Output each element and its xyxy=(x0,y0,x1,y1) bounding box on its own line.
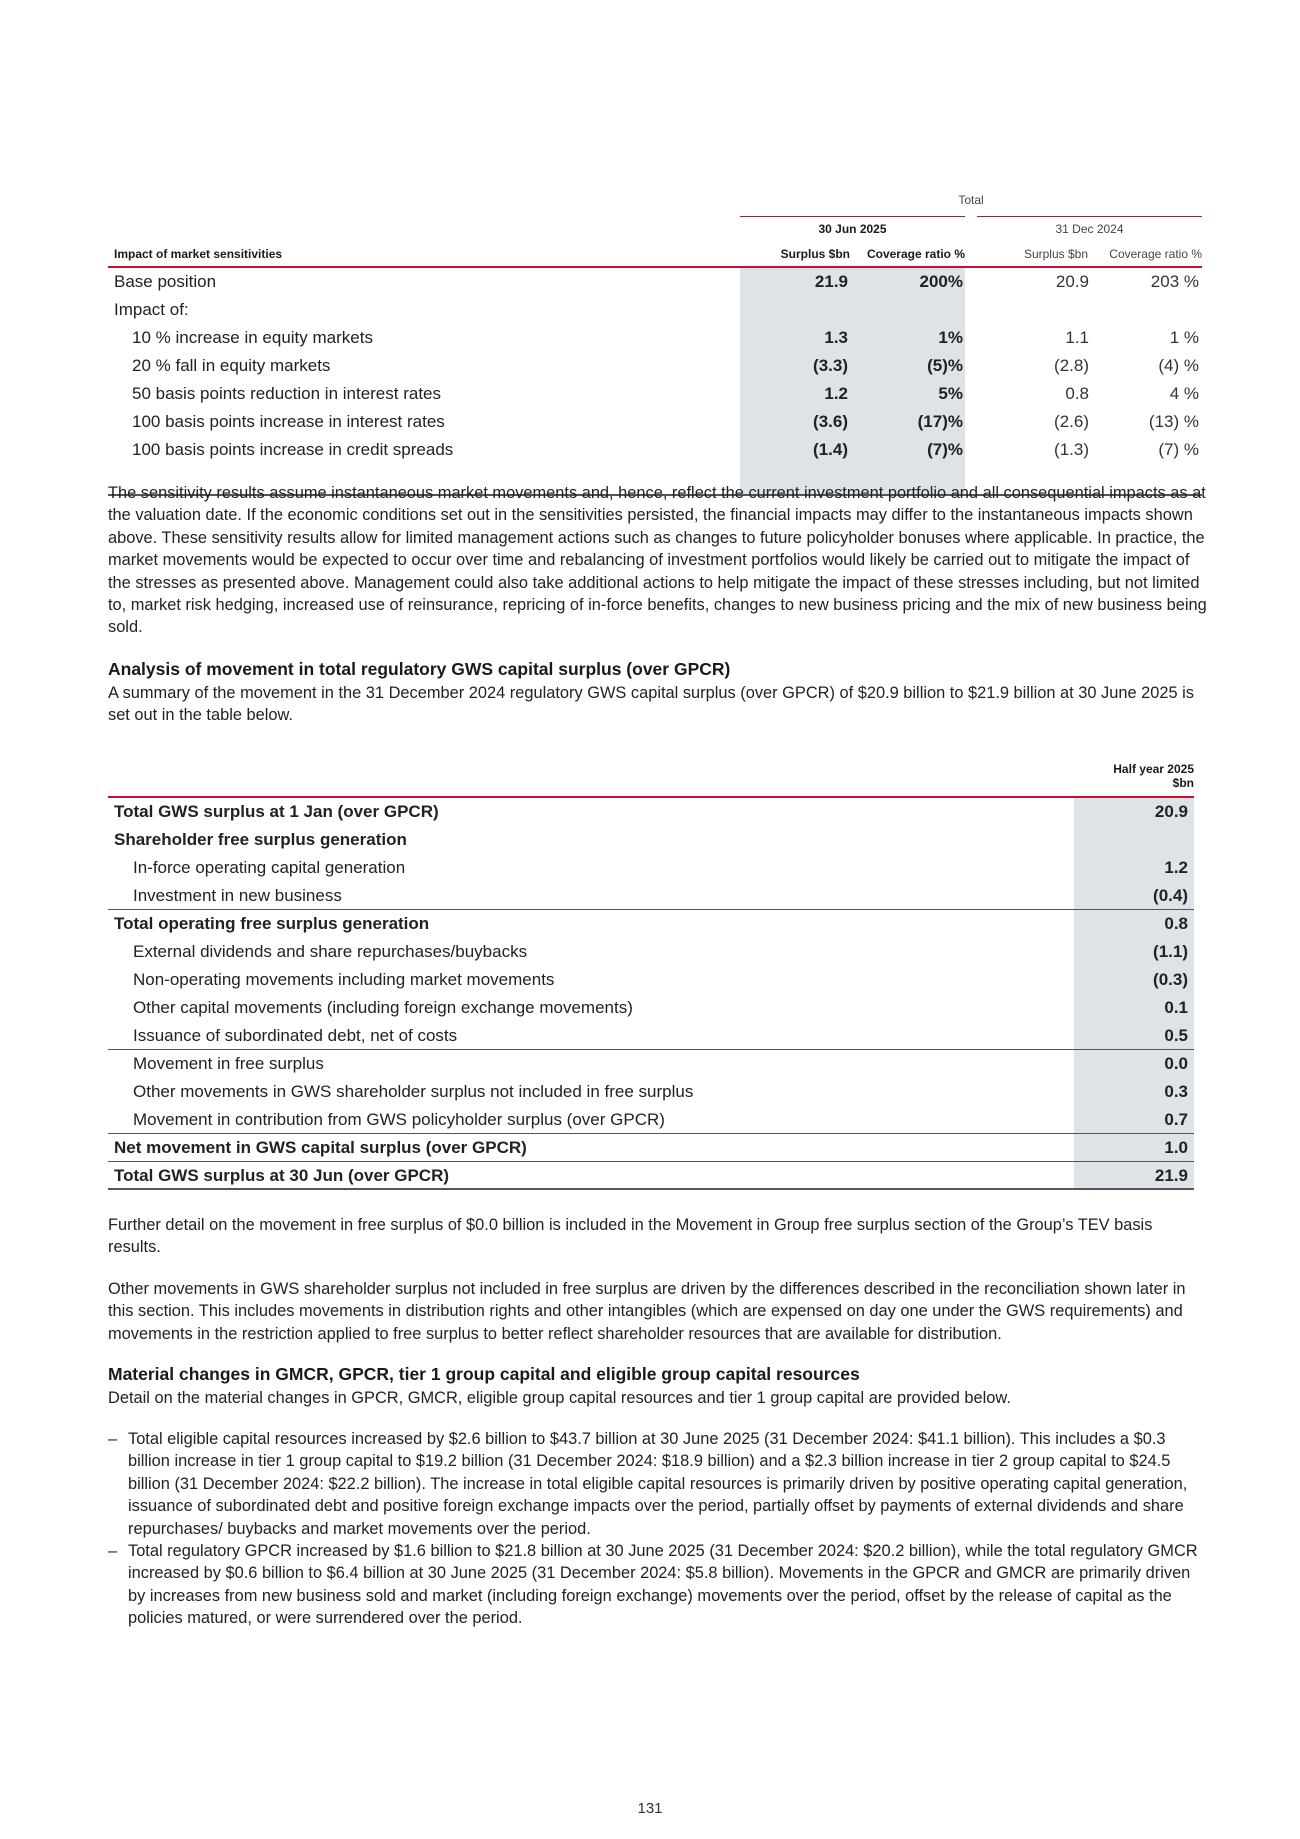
table-row xyxy=(108,854,1194,882)
row-label: Other capital movements (including foreign exchange movements) xyxy=(133,998,633,1017)
table-row xyxy=(108,1050,1194,1078)
cell-coverage-current: (7)% xyxy=(927,440,963,459)
cell-coverage-prior: (7) % xyxy=(1158,440,1199,459)
row-value: 0.5 xyxy=(1164,1026,1188,1045)
row-value: (0.4) xyxy=(1153,886,1188,905)
cell-coverage-current: 1% xyxy=(938,328,963,347)
cell-surplus-current: (3.6) xyxy=(813,412,848,431)
cell-surplus-prior: 1.1 xyxy=(1065,328,1089,347)
cell-surplus-prior: 0.8 xyxy=(1065,384,1089,403)
table-row xyxy=(108,966,1194,994)
row-value: 0.1 xyxy=(1164,998,1188,1017)
row-label: Total GWS surplus at 30 Jun (over GPCR) xyxy=(114,1166,450,1185)
row-label: 100 basis points increase in interest rates xyxy=(132,412,445,431)
period-prior-header: 31 Dec 2024 xyxy=(977,216,1202,241)
row-value: 0.3 xyxy=(1164,1082,1188,1101)
row-label: Impact of: xyxy=(114,300,189,319)
sensitivity-paragraph: The sensitivity results assume instantaneous market movements and, hence, reflect the current investment portfolio and all consequential impacts as at the valuation date. If the economic conditions set out in the sensitivities persisted, the financial impacts may differ to the instantaneous impacts shown above. These sensitivity results allow for limited management actions such as changes to future policyholder bonuses where applicable. In practice, the market movements would be expected to occur over time and rebalancing of investment portfolios would likely be carried out to mitigate the impact of the stresses as presented above. Management could also take additional actions to help mitigate the impact of these stresses including, but not limited to, market risk hedging, increased use of reinsurance, repricing of in-force benefits, changes to new business pricing and the mix of new business being sold. xyxy=(108,484,1207,637)
table-row xyxy=(108,268,1202,296)
row-value: (0.3) xyxy=(1153,970,1188,989)
cell-coverage-current: 200% xyxy=(919,272,963,291)
row-value: 0.8 xyxy=(1164,914,1188,933)
row-label: 10 % increase in equity markets xyxy=(132,328,373,347)
other-movements-paragraph: Other movements in GWS shareholder surplus not included in free surplus are driven by the differences described in the reconciliation shown later in this section. This includes movements in distribution rights and other intangibles (which are expensed on day one under the GWS requirements) and movements in the restriction applied to free surplus to better reflect shareholder resources that are available for distribution. xyxy=(108,1280,1186,1343)
cell-coverage-current: (17)% xyxy=(917,412,963,431)
table-row xyxy=(108,436,1202,464)
material-changes-paragraph: Detail on the material changes in GPCR, GMCR, eligible group capital resources and tier 1 group capital are provided below. xyxy=(108,1389,1011,1407)
row-value: (1.1) xyxy=(1153,942,1188,961)
bullet-dash: – xyxy=(108,1430,118,1448)
list-item xyxy=(108,1428,1208,1540)
cell-coverage-prior: 4 % xyxy=(1169,384,1199,403)
table-row xyxy=(108,882,1194,910)
row-label: Total GWS surplus at 1 Jan (over GPCR) xyxy=(114,802,439,821)
row-value: 1.0 xyxy=(1164,1138,1188,1157)
table-header-row xyxy=(108,242,1202,268)
row-label: Other movements in GWS shareholder surplus not included in free surplus xyxy=(133,1082,694,1101)
cell-surplus-prior: (2.6) xyxy=(1054,412,1089,431)
table-title: Impact of market sensitivities xyxy=(114,247,283,261)
row-label: Base position xyxy=(114,272,217,291)
column-header-unit: $bn xyxy=(1172,776,1194,790)
row-label: Movement in free surplus xyxy=(133,1054,324,1073)
row-label: 50 basis points reduction in interest rates xyxy=(132,384,442,403)
row-label: In-force operating capital generation xyxy=(133,858,406,877)
table-group-label: Total xyxy=(958,193,984,207)
row-label: Total operating free surplus generation xyxy=(114,914,430,933)
table-row xyxy=(108,296,1202,324)
cell-coverage-prior: 203 % xyxy=(1150,272,1199,291)
cell-surplus-current: 1.2 xyxy=(824,384,848,403)
cell-coverage-prior: (4) % xyxy=(1158,356,1199,375)
period-current-header: 30 Jun 2025 xyxy=(740,216,965,241)
col-coverage-prior: Coverage ratio % xyxy=(1109,247,1202,261)
table-body xyxy=(108,268,1202,464)
cell-surplus-prior: (1.3) xyxy=(1054,440,1089,459)
table-row xyxy=(108,938,1194,966)
table-row xyxy=(108,352,1202,380)
cell-coverage-prior: 1 % xyxy=(1169,328,1199,347)
row-value: 21.9 xyxy=(1154,1166,1188,1185)
table-row xyxy=(108,1106,1194,1134)
material-changes-heading: Material changes in GMCR, GPCR, tier 1 group capital and eligible group capital resources xyxy=(108,1364,860,1384)
row-label: 20 % fall in equity markets xyxy=(132,356,331,375)
cell-coverage-current: 5% xyxy=(938,384,963,403)
row-label: Non-operating movements including market movements xyxy=(133,970,555,989)
col-surplus-current: Surplus $bn xyxy=(780,247,850,261)
cell-surplus-prior: (2.8) xyxy=(1054,356,1089,375)
table-row xyxy=(108,1078,1194,1106)
row-value: 1.2 xyxy=(1164,858,1188,877)
material-changes-list xyxy=(108,1428,1208,1630)
table-row xyxy=(108,1022,1194,1050)
list-item-text: Total regulatory GPCR increased by $1.6 billion to $21.8 billion at 30 June 2025 (31 December 2024: $20.2 billion), while the total regulatory GMCR increased by $0.6 billion to $6.4 billion at 30 June 2025 (31 December 2024: $5.8 billion). Movements in the GPCR and GMCR are primarily driven by increases from new business sold and market (including foreign exchange) movements over the period, offset by the release of capital as the policies matured, or were surrendered over the period. xyxy=(128,1542,1198,1628)
row-value: 20.9 xyxy=(1154,802,1188,821)
cell-surplus-current: 21.9 xyxy=(814,272,848,291)
analysis-paragraph: A summary of the movement in the 31 December 2024 regulatory GWS capital surplus (over GPCR) of $20.9 billion to $21.9 billion at 30 June 2025 is set out in the table below. xyxy=(108,684,1194,725)
list-item xyxy=(108,1540,1208,1630)
row-label: Net movement in GWS capital surplus (over GPCR) xyxy=(114,1138,527,1157)
table-row xyxy=(108,324,1202,352)
table-row xyxy=(108,826,1194,854)
table-row xyxy=(108,994,1194,1022)
row-label: 100 basis points increase in credit spreads xyxy=(132,440,454,459)
table-row xyxy=(108,910,1194,938)
table-row xyxy=(108,1162,1194,1190)
movement-table-body xyxy=(108,798,1194,1190)
col-surplus-prior: Surplus $bn xyxy=(1023,247,1088,261)
row-label: Investment in new business xyxy=(133,886,342,905)
row-label: Shareholder free surplus generation xyxy=(114,830,407,849)
movement-column-header xyxy=(1074,762,1194,790)
row-label: Movement in contribution from GWS policyholder surplus (over GPCR) xyxy=(133,1110,665,1129)
cell-coverage-current: (5)% xyxy=(927,356,963,375)
table-row xyxy=(108,408,1202,436)
bullet-dash: – xyxy=(108,1542,118,1561)
cell-surplus-current: (3.3) xyxy=(813,356,848,375)
list-item-text: Total eligible capital resources increased by $2.6 billion to $43.7 billion at 30 June 2025 (31 December 2024: $41.1 billion). This includes a $0.3 billion increase in tier 1 group capital to $19.2 billion (31 December 2024: $18.9 billion) and a $2.3 billion increase in tier 2 group capital to $24.5 billion (31 December 2024: $22.2 billion). The increase in total eligible capital resources is primarily driven by positive operating capital generation, issuance of subordinated debt and positive foreign exchange impacts over the period, partially offset by payments of external dividends and share repurchases/ buybacks and market movements over the period. xyxy=(128,1430,1188,1538)
analysis-heading: Analysis of movement in total regulatory GWS capital surplus (over GPCR) xyxy=(108,659,731,679)
cell-surplus-prior: 20.9 xyxy=(1055,272,1089,291)
cell-surplus-current: 1.3 xyxy=(824,328,848,347)
row-value: 0.0 xyxy=(1164,1054,1188,1073)
page-number: 131 xyxy=(637,1800,663,1817)
further-detail-paragraph: Further detail on the movement in free surplus of $0.0 billion is included in the Movement in Group free surplus section of the Group’s TEV basis results. xyxy=(108,1216,1153,1257)
row-value: 0.7 xyxy=(1164,1110,1188,1129)
row-label: External dividends and share repurchases/buybacks xyxy=(133,942,528,961)
table-row xyxy=(108,1134,1194,1162)
cell-surplus-current: (1.4) xyxy=(813,440,848,459)
table-row xyxy=(108,380,1202,408)
column-header-period: Half year 2025 xyxy=(1113,762,1194,776)
row-label: Issuance of subordinated debt, net of costs xyxy=(133,1026,458,1045)
cell-coverage-prior: (13) % xyxy=(1148,412,1199,431)
table-row xyxy=(108,798,1194,826)
col-coverage-current: Coverage ratio % xyxy=(866,247,965,261)
